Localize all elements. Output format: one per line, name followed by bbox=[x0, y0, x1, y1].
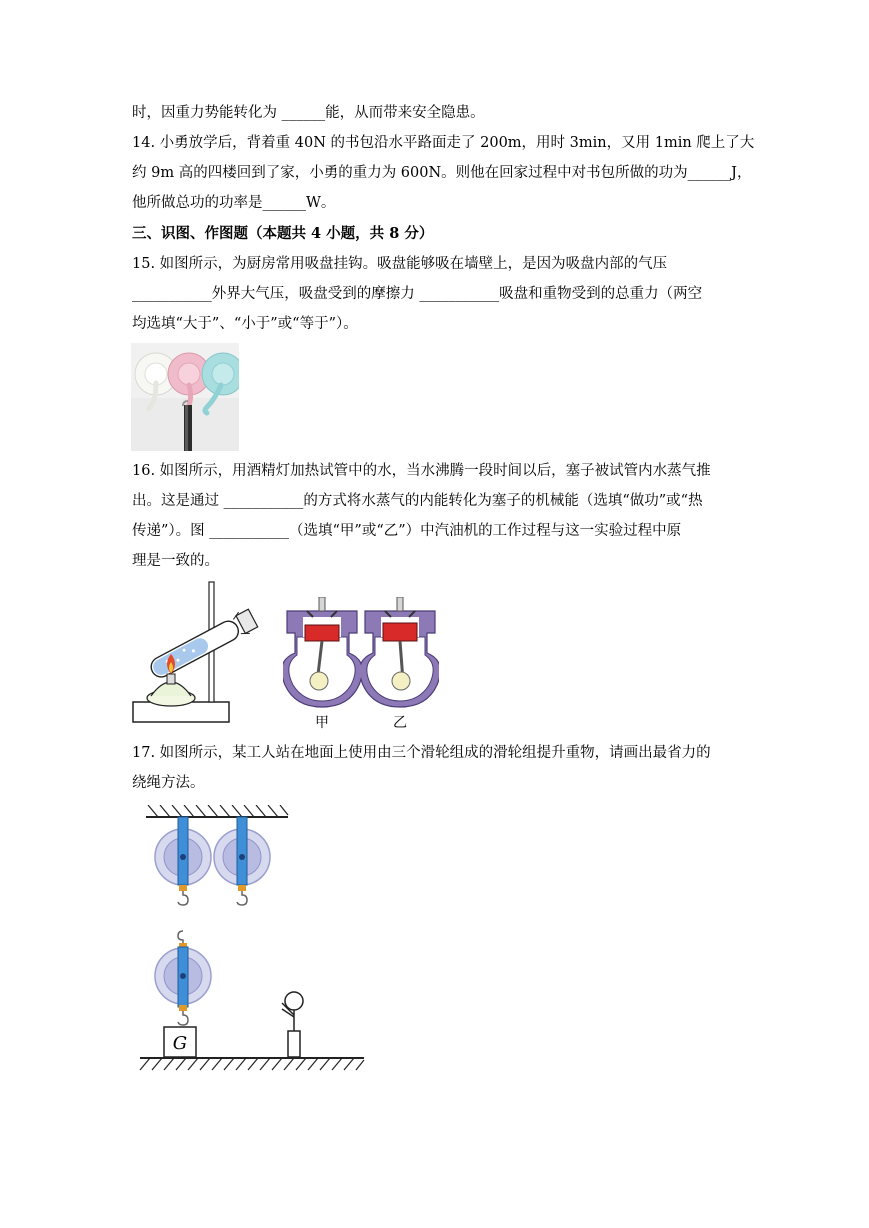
question-15-line-3: 均选填“大于”、“小于”或“等于”）。 bbox=[132, 316, 358, 332]
text-line: 时，因重力势能转化为 ______能，从而带来安全隐患。 bbox=[132, 105, 485, 121]
question-15-line-1: 15. 如图所示，为厨房常用吸盘挂钩。吸盘能够吸在墙壁上，是因为吸盘内部的气压 bbox=[132, 256, 668, 272]
question-16-line-3: 传递”）。图 ___________（选填“甲”或“乙”）中汽油机的工作过程与这一实验过程中原 bbox=[132, 523, 682, 539]
engine-jia-label: 甲 bbox=[315, 715, 329, 731]
question-14-line-2: 约 9m 高的四楼回到了家，小勇的重力为 600N。则他在回家过程中对书包所做的功为______J， bbox=[132, 165, 752, 181]
pulley-system-figure bbox=[136, 805, 368, 1080]
suction-hooks-photo bbox=[131, 343, 239, 451]
question-16-line-4: 理是一致的。 bbox=[132, 553, 219, 569]
weight-label: G bbox=[172, 1033, 188, 1054]
fixed-pulley-2 bbox=[214, 817, 270, 905]
fixed-pulley-1 bbox=[155, 817, 211, 905]
question-17-line-1: 17. 如图所示，某工人站在地面上使用由三个滑轮组成的滑轮组提升重物，请画出最省力的 bbox=[132, 745, 711, 761]
question-16-line-1: 16. 如图所示，用酒精灯加热试管中的水，当水沸腾一段时间以后，塞子被试管内水蒸气推 bbox=[132, 463, 711, 479]
question-14-line-1: 14. 小勇放学后，背着重 40N 的书包沿水平路面走了 200m，用时 3min，又用 1min 爬上了大 bbox=[132, 135, 755, 151]
worker-figure bbox=[282, 992, 303, 1057]
movable-pulley bbox=[155, 931, 211, 1025]
engine-yi-diagram bbox=[361, 597, 439, 709]
question-16-line-2: 出。这是通过 ___________的方式将水蒸气的内能转化为塞子的机械能（选填“做功”或“热 bbox=[132, 493, 703, 509]
engine-yi-label: 乙 bbox=[393, 715, 407, 731]
question-17-line-2: 绕绳方法。 bbox=[132, 775, 205, 791]
section-heading: 三、识图、作图题（本题共 4 小题，共 8 分） bbox=[132, 225, 434, 242]
ground-hatch bbox=[140, 1058, 364, 1070]
engine-jia-diagram bbox=[283, 597, 361, 709]
question-15-line-2: ___________外界大气压，吸盘受到的摩擦力 ___________吸盘和重物受到的总重力（两空 bbox=[132, 286, 703, 302]
test-tube-experiment-figure bbox=[131, 578, 271, 728]
question-14-line-3: 他所做总功的功率是______W。 bbox=[132, 195, 336, 211]
ceiling-hatch bbox=[146, 805, 288, 817]
